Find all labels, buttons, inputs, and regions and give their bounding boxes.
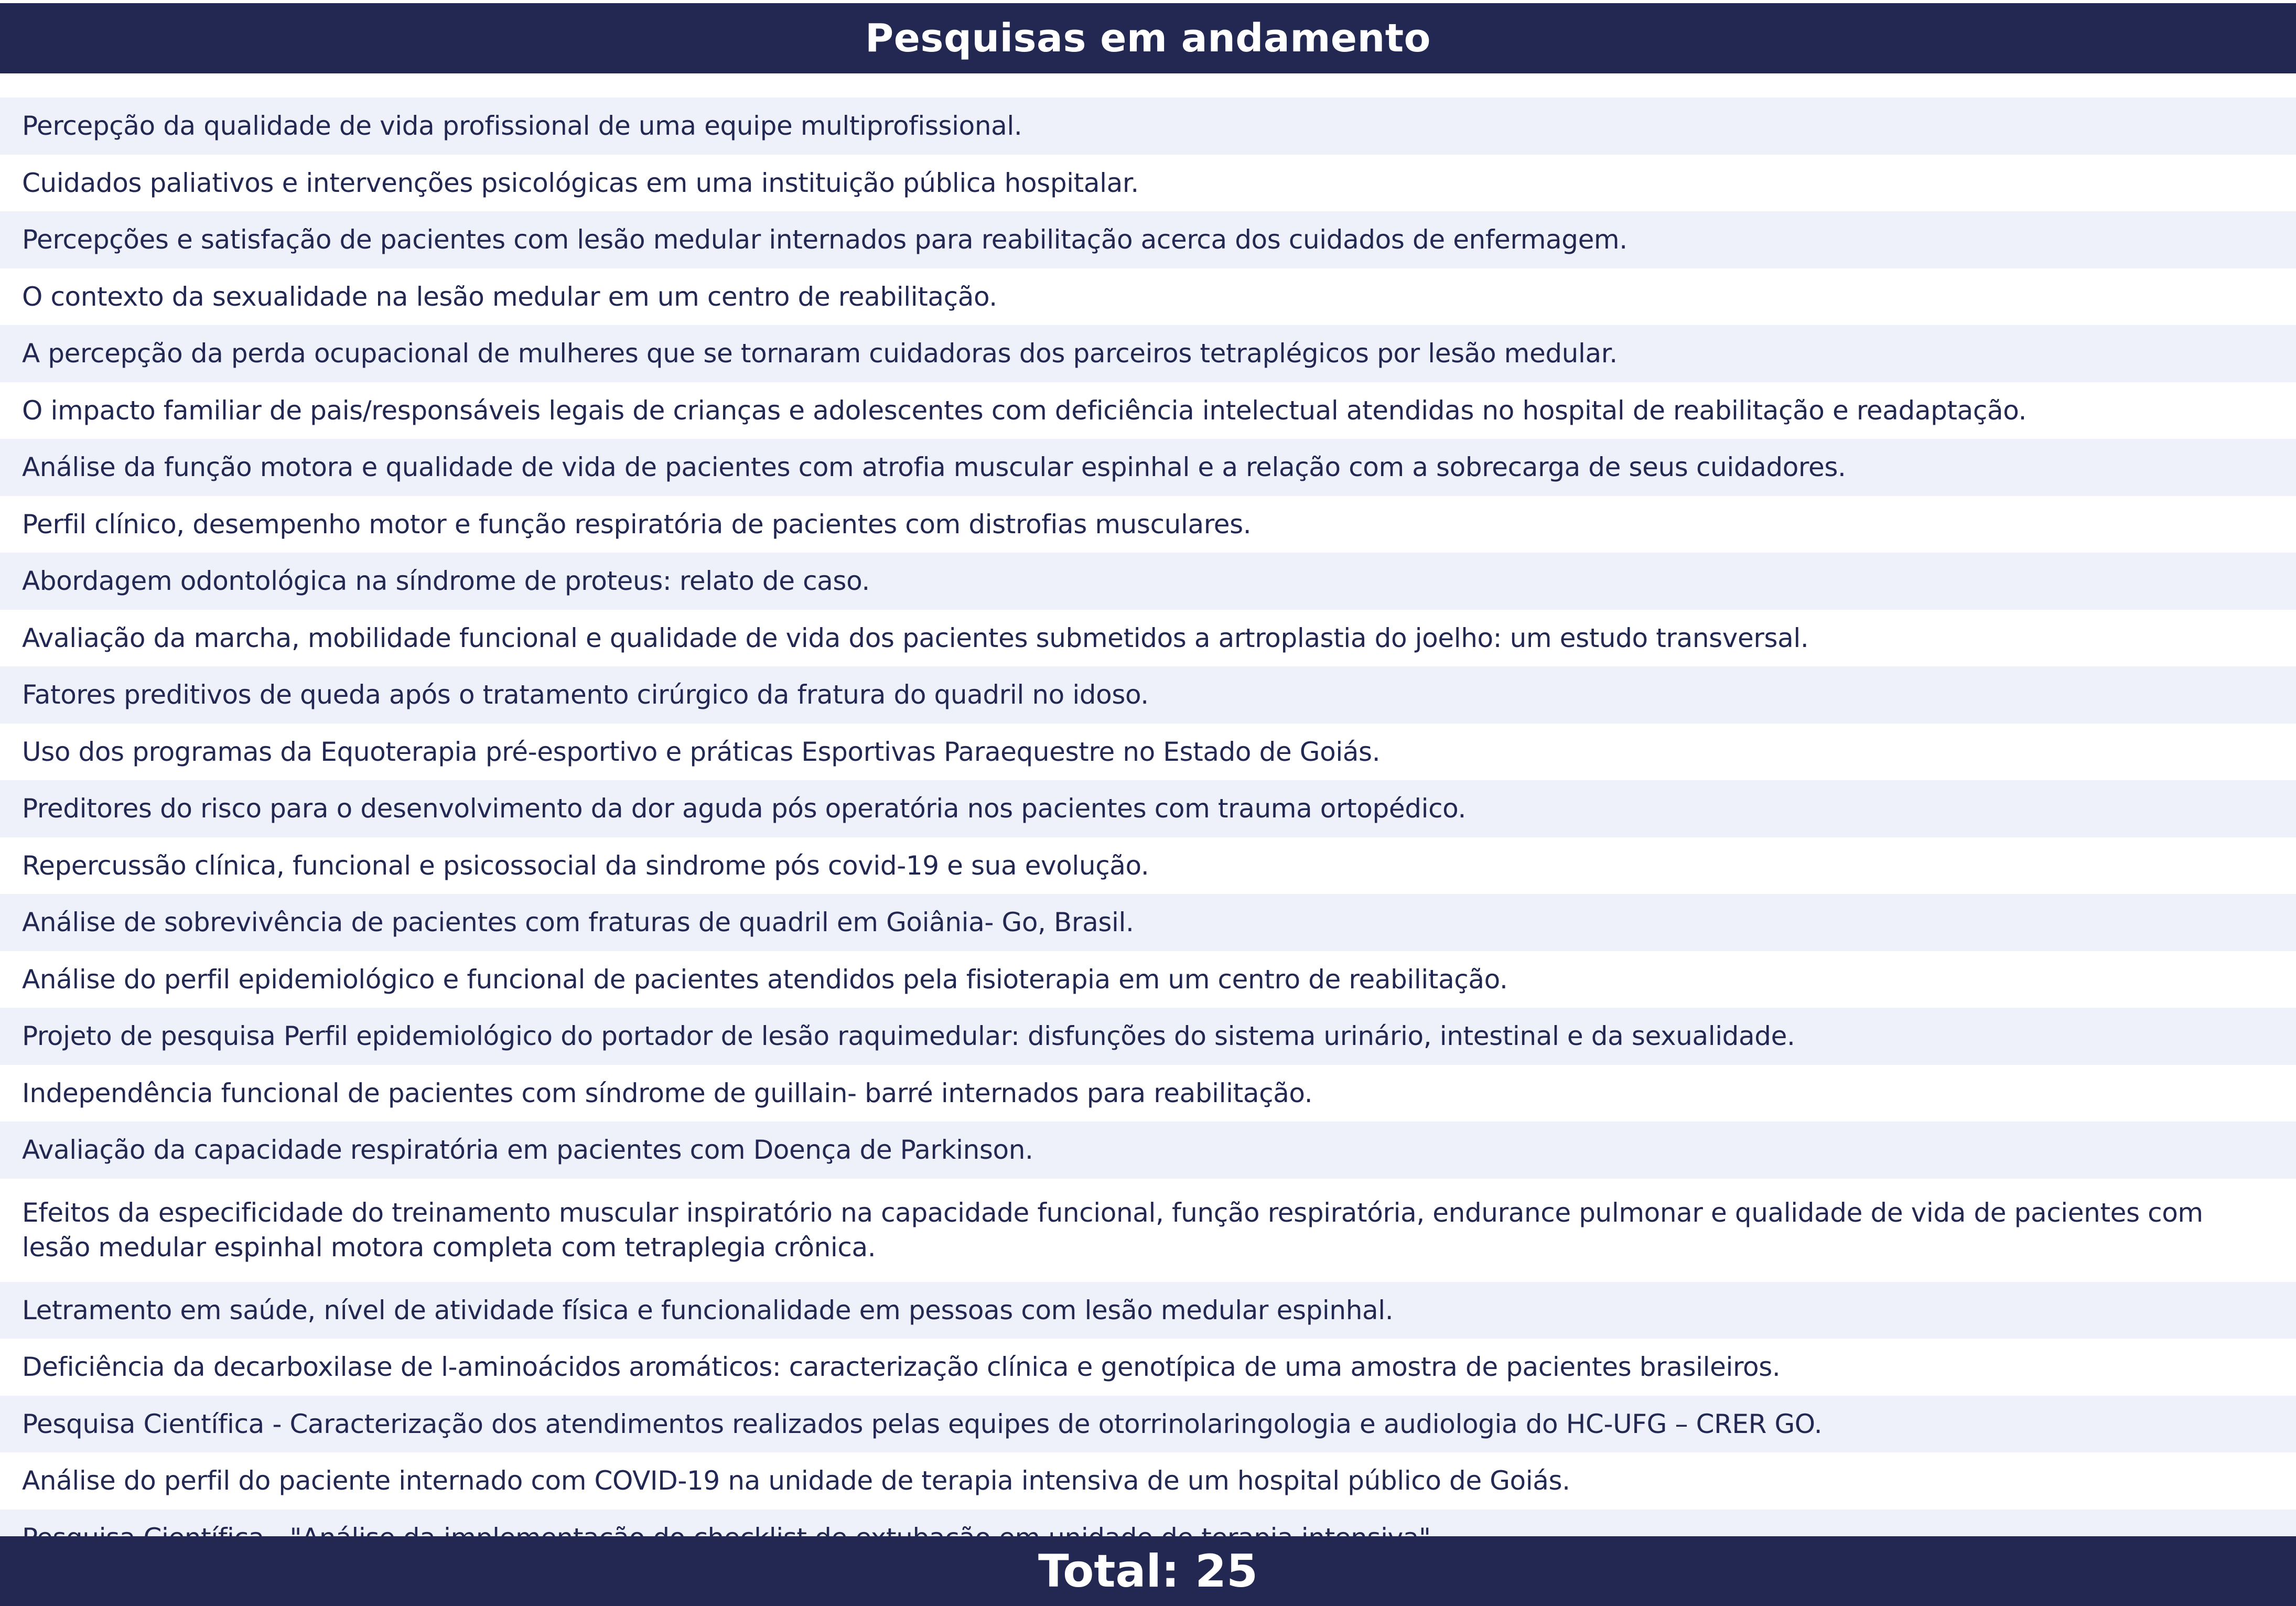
list-item-text: Repercussão clínica, funcional e psicossocial da sindrome pós covid-19 e sua evolução. — [22, 850, 1149, 881]
page-title: Pesquisas em andamento — [865, 16, 1431, 61]
header-bar — [0, 3, 2296, 73]
list-item — [0, 1122, 2296, 1179]
footer-bar — [0, 1536, 2296, 1606]
list-item — [0, 155, 2296, 212]
list-item — [0, 780, 2296, 837]
list-item — [0, 98, 2296, 155]
list-item — [0, 666, 2296, 724]
list-item-text: Letramento em saúde, nível de atividade física e funcionalidade em pessoas com lesão medular espinhal. — [22, 1295, 1394, 1325]
list-item-text: Avaliação da capacidade respiratória em pacientes com Doença de Parkinson. — [22, 1135, 1033, 1166]
list-item-text: A percepção da perda ocupacional de mulheres que se tornaram cuidadoras dos parceiros tetraplégicos por lesão medular. — [22, 338, 1618, 369]
list-item — [0, 439, 2296, 496]
list-item — [0, 211, 2296, 268]
list-item-text: Análise da função motora e qualidade de vida de pacientes com atrofia muscular espinhal e a relação com a sobrecarga de seus cuidadores. — [22, 452, 1846, 483]
list-item — [0, 724, 2296, 781]
list-item — [0, 496, 2296, 553]
list-item-text: Análise do perfil epidemiológico e funcional de pacientes atendidos pela fisioterapia em um centro de reabilitação. — [22, 964, 1508, 995]
total-count: Total: 25 — [1038, 1545, 1258, 1598]
list-item-text: Abordagem odontológica na síndrome de proteus: relato de caso. — [22, 566, 870, 597]
list-item — [0, 894, 2296, 951]
list-item — [0, 610, 2296, 667]
list-item — [0, 268, 2296, 326]
list-item — [0, 1396, 2296, 1453]
list-item-text: O impacto familiar de pais/responsáveis legais de crianças e adolescentes com deficiência intelectual atendidas no hospital de reabilitação e readaptação. — [22, 395, 2026, 426]
list-item-text: Análise do perfil do paciente internado com COVID-19 na unidade de terapia intensiva de um hospital público de Goiás. — [22, 1465, 1570, 1496]
list-item-text: Independência funcional de pacientes com síndrome de guillain- barré internados para reabilitação. — [22, 1077, 1313, 1108]
list-item-text: Pesquisa Científica - Caracterização dos atendimentos realizados pelas equipes de otorrinolaringologia e audiologia do HC-UFG – CRER GO. — [22, 1408, 1823, 1439]
list-item-text: Uso dos programas da Equoterapia pré-esportivo e práticas Esportivas Paraequestre no Estado de Goiás. — [22, 736, 1381, 767]
list-item-text: Projeto de pesquisa Perfil epidemiológico do portador de lesão raquimedular: disfunções do sistema urinário, intestinal e da sexualidade. — [22, 1021, 1795, 1052]
list-item-text: Análise de sobrevivência de pacientes com fraturas de quadril em Goiânia- Go, Brasil. — [22, 907, 1134, 938]
research-list — [0, 98, 2296, 1566]
list-item-text: Percepções e satisfação de pacientes com lesão medular internados para reabilitação acerca dos cuidados de enfermagem. — [22, 224, 1627, 255]
list-item — [0, 1339, 2296, 1396]
list-item-text: Deficiência da decarboxilase de l-aminoácidos aromáticos: caracterização clínica e genotípica de uma amostra de pacientes brasileiros. — [22, 1352, 1781, 1383]
list-item — [0, 1065, 2296, 1122]
list-item — [0, 837, 2296, 894]
list-item-text: Percepção da qualidade de vida profissional de uma equipe multiprofissional. — [22, 111, 1022, 142]
list-item-text: Preditores do risco para o desenvolvimento da dor aguda pós operatória nos pacientes com trauma ortopédico. — [22, 793, 1466, 824]
list-item-text: O contexto da sexualidade na lesão medular em um centro de reabilitação. — [22, 281, 997, 312]
list-item — [0, 325, 2296, 382]
list-item-text: Avaliação da marcha, mobilidade funcional e qualidade de vida dos pacientes submetidos a artroplastia do joelho: um estudo transversal. — [22, 622, 1809, 653]
list-item — [0, 951, 2296, 1008]
list-item — [0, 382, 2296, 439]
list-item — [0, 1179, 2296, 1282]
list-item-text: Cuidados paliativos e intervenções psicológicas em uma instituição pública hospitalar. — [22, 167, 1139, 198]
list-item-text: Fatores preditivos de queda após o tratamento cirúrgico da fratura do quadril no idoso. — [22, 680, 1149, 710]
list-item — [0, 1008, 2296, 1065]
list-item — [0, 1452, 2296, 1510]
list-item — [0, 1282, 2296, 1339]
list-item-text: Perfil clínico, desempenho motor e função respiratória de pacientes com distrofias musculares. — [22, 509, 1252, 540]
list-item — [0, 553, 2296, 610]
list-item-text: Efeitos da especificidade do treinamento muscular inspiratório na capacidade funcional, função respiratória, endurance pulmonar e qualidade de vida de pacientes com lesão medular espinhal motora completa com tetraplegia crônica. — [22, 1198, 2203, 1263]
